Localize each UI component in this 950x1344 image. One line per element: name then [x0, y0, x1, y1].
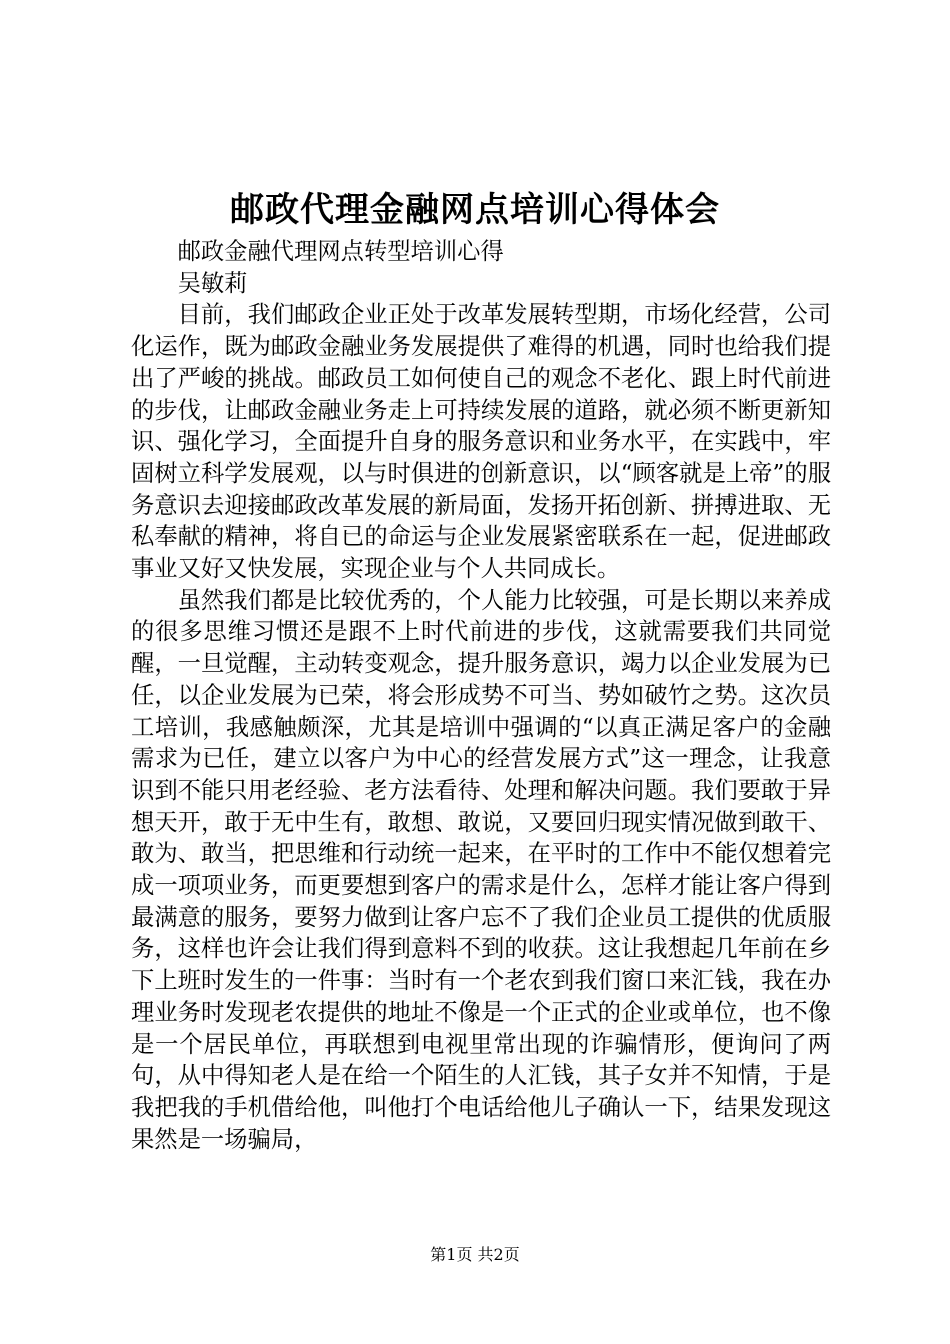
page-footer: 第1页 共2页	[430, 1245, 520, 1264]
paragraph-2: 虽然我们都是比较优秀的，个人能力比较强，可是长期以来养成的很多思维习惯还是跟不上时代前进的步伐，这就需要我们共同觉醒，一旦觉醒，主动转变观念，提升服务意识，竭力以企业发展为已任，以企业发展为已荣，将会形成势不可当、势如破竹之势。这次员工培训，我感触颇深，尤其是培训中强调的“以真正满足客户的金融需求为已任，建立以客户为中心的经营发展方式”这一理念，让我意识到不能只用老经验、老方法看待、处理和解决问题。我们要敢于异想天开，敢于无中生有，敢想、敢说，又要回归现实情况做到敢干、敢为、敢当，把思维和行动统一起来，在平时的工作中不能仅想着完成一项项业务，而更要想到客户的需求是什么，怎样才能让客户得到最满意的服务，要努力做到让客户忘不了我们企业员工提供的优质服务，这样也许会让我们得到意料不到的收获。这让我想起几年前在乡下上班时发生的一件事：当时有一个老农到我们窗口来汇钱，我在办理业务时发现老农提供的地址不像是一个正式的企业或单位，也不像是一个居民单位，再联想到电视里常出现的诈骗情形，便询问了两句，从中得知老人是在给一个陌生的人汇钱，其子女并不知情，于是我把我的手机借给他，叫他打个电话给他儿子确认一下，结果发现这果然是一场骗局，	[131, 586, 831, 1153]
paragraph-1: 目前，我们邮政企业正处于改革发展转型期，市场化经营，公司化运作，既为邮政金融业务发展提供了难得的机遇，同时也给我们提出了严峻的挑战。邮政员工如何使自己的观念不老化、跟上时代前进的步伐，让邮政金融业务走上可持续发展的道路，就必须不断更新知识、强化学习，全面提升自身的服务意识和业务水平，在实践中，牢固树立科学发展观，以与时俱进的创新意识，以“顾客就是上帝”的服务意识去迎接邮政改革发展的新局面，发扬开拓创新、拼搏进取、无私奉献的精神，将自已的命运与企业发展紧密联系在一起，促进邮政事业又好又快发展，实现企业与个人共同成长。	[131, 301, 831, 583]
document-title: 邮政代理金融网点培训心得体会	[230, 190, 720, 230]
subtitle-line: 邮政金融代理网点转型培训心得	[177, 238, 504, 265]
author-line: 吴敏莉	[177, 269, 248, 297]
document-body	[131, 236, 831, 1155]
